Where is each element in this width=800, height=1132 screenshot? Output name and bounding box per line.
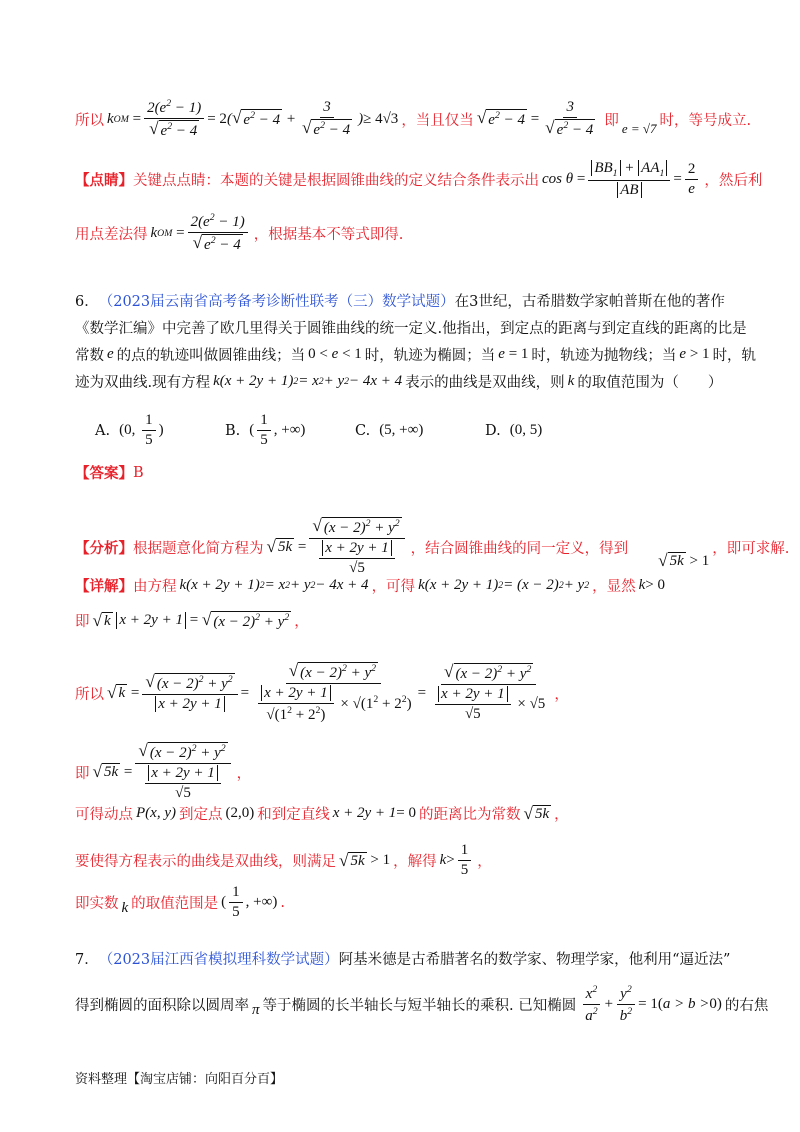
formula-ellipse: $\frac{x^2}{a^2}$ + $\frac{y^2}{b^2}$ = 1( a > b > 0): [579, 984, 722, 1025]
detail-line-5: 可得动点 P(x, y) 到定点 (2,0) 和到定直线 x + 2y + 1 = 0 的距离比为常数 √ 5k ，: [75, 803, 569, 823]
detail-text-6a: 要使得方程表示的曲线是双曲线，则满足: [75, 854, 336, 870]
dianjing-text-2b: ，根据基本不等式即得.: [253, 226, 404, 243]
q6-line-3: [75, 344, 757, 365]
footer-source: 资料整理【淘宝店铺：向阳百分百】: [75, 1072, 284, 1087]
option-c[interactable]: [355, 412, 485, 449]
text-iff: ，当且仅当: [401, 112, 474, 129]
formula-e-eq-1: e = 1: [498, 346, 529, 362]
answer-value: B: [133, 464, 144, 481]
detail-line-2: 即 √ k x + 2y + 1 = √ $(x - 2)^2 + y^2$ ，: [75, 609, 309, 630]
formula-point-p: P(x, y): [136, 805, 176, 821]
detail-text-7b: 的取值范围是: [131, 896, 219, 912]
formula-k: k: [567, 373, 575, 389]
tag-answer: 【答案】: [75, 465, 133, 482]
text-so: 所以: [75, 112, 104, 129]
q7-source: （2023届江西省模拟理科数学试题）: [98, 952, 339, 968]
detail-text-5d: 的距离比为常数: [419, 807, 521, 823]
formula-range: ( $\frac{1}{5}$ , +∞): [221, 884, 278, 920]
option-b-value: ( $\frac{1}{5}$ , +∞): [249, 412, 306, 448]
q6-text-2: 《数学汇编》中完善了欧几里得关于圆锥曲线的统一定义.他指出，到定点的距离与到定直线的距离的比是: [75, 321, 747, 337]
formula-point-20: (2,0): [225, 805, 255, 821]
detail-text-3: 所以: [75, 686, 104, 703]
dianjing-text: 关键点点睛：本题的关键是根据圆锥曲线的定义结合条件表示出: [133, 173, 539, 189]
dianjing-text-2a: 用点差法得: [75, 226, 148, 243]
tag-analysis: 【分析】: [75, 539, 133, 557]
q6-text-3d: 时，轨迹为抛物线；当: [531, 348, 677, 364]
detail-text-1b: ，可得: [371, 579, 416, 595]
detail-text-4: 即: [75, 765, 90, 782]
formula-line: x + 2y + 1 = 0: [332, 805, 416, 821]
formula-sqrt5k-ratio: √ 5k = √ $(x - 2)^2 + y^2$ $\frac{x + 2y + 1}{√5}$: [267, 517, 408, 577]
formula-pi: π: [252, 1002, 260, 1018]
detail-text-5b: 到定点: [178, 807, 223, 823]
formula-0-lt-e-lt-1: 0 < e < 1: [308, 346, 362, 362]
tag-detail: 【详解】: [75, 578, 133, 595]
q7-line-2: [75, 984, 769, 1025]
option-a-label: A.: [95, 422, 111, 439]
tag-dianjing: 【点睛】: [75, 172, 133, 189]
analysis-text-1: 根据题意化简方程为: [133, 540, 264, 557]
option-d-value: (0, 5): [509, 422, 543, 438]
q6-number: 6．: [75, 294, 99, 310]
formula-equality-condition: √ $e^2 - 4$ = 3 √ $e^2 - 4$: [476, 99, 594, 138]
formula-sqrtk-abs: √ k x + 2y + 1 = √ $(x - 2)^2 + y^2$: [92, 609, 290, 630]
formula-sqrt5k-gt-1: √ 5k > 1: [658, 551, 710, 570]
detail-line-6: 要使得方程表示的曲线是双曲线，则满足 √ 5k > 1 ，解得 k > $\frac{1}{5}$ ，: [75, 842, 492, 878]
dianjing-tail: ，然后利: [704, 173, 763, 189]
dianjing-line-2: [75, 212, 740, 254]
q6-text-4b: 表示的曲线是双曲线，则: [405, 375, 565, 391]
q7-text-1: 阿基米德是古希腊著名的数学家、物理学家，他利用“逼近法”: [338, 952, 731, 968]
solution-line-kom: [75, 98, 752, 140]
formula-e-sqrt7: e = √7: [621, 121, 657, 136]
q7-text-2b: 等于椭圆的长半轴长与短半轴长的乘积: [262, 998, 510, 1014]
detail-text-5c: 和到定直线: [257, 807, 330, 823]
detail-text-1c: ，显然: [592, 579, 636, 595]
formula-const: √ 5k: [523, 803, 550, 823]
detail-text-1a: 由方程: [133, 579, 177, 595]
formula-cond: √ 5k > 1: [339, 850, 391, 870]
formula-sqrt5k-final: √ 5k = √ $(x - 2)^2 + y^2$ $\frac{x + 2y + 1}{√5}$: [93, 742, 234, 802]
text-equality-holds: 时，等号成立.: [659, 112, 752, 129]
dianjing-line-1: [75, 160, 763, 199]
q7-text-2c: . 已知椭圆: [509, 998, 577, 1014]
q7-line-1: [75, 948, 740, 969]
q6-text-4c: 的取值范围为（ ）: [577, 375, 723, 391]
formula-detail-eq: k(x + 2y + 1) 2 = x 2 + y 2 − 4x + 4: [179, 577, 369, 593]
option-d[interactable]: [485, 412, 615, 449]
text-ji: 即: [604, 112, 619, 129]
formula-k-var: k: [121, 900, 129, 916]
detail-line-7: 即实数 k 的取值范围是 ( $\frac{1}{5}$ , +∞) .: [75, 884, 285, 920]
formula-k-om-result: k OM = $2(e^2 - 1)$ √ $e^2 - 4$: [151, 212, 251, 254]
option-a-value: (0, $\frac{1}{5}$ ): [119, 412, 164, 448]
q6-line-1: [75, 290, 740, 311]
detail-text-6b: ，解得: [393, 854, 437, 870]
option-a[interactable]: [95, 412, 225, 449]
formula-e-gt-1: e > 1: [679, 346, 710, 362]
formula-k-om: k OM = $2(e^2 - 1)$ √ $e^2 - 4$ = 2 ( √ $e^2 - 4$ + 3 √ $e^2 - 4$ ) ≥ 4√3: [107, 98, 399, 139]
option-c-label: C.: [355, 422, 371, 439]
analysis-text-3: ，即可求解.: [712, 540, 790, 557]
detail-text-7a: 即实数: [75, 896, 119, 912]
analysis-line: [75, 516, 790, 577]
formula-cos-theta: cos θ = $\frac{BB_1 + AA_1}{AB}$ = $\frac{2}{e}$: [542, 160, 701, 199]
q6-text-3a: 常数: [75, 348, 104, 364]
q6-text-3c: 时，轨迹为椭圆；当: [364, 348, 496, 364]
detail-line-4: 即 √ 5k = √ $(x - 2)^2 + y^2$ $\frac{x + 2y + 1}{√5}$ ，: [75, 741, 252, 801]
option-d-label: D.: [485, 422, 501, 439]
q7-text-2d: 的右焦: [724, 998, 769, 1014]
analysis-text-2: ，结合圆锥曲线的同一定义，得到: [410, 540, 629, 557]
detail-line-3: 所以 √ k = √ $(x - 2)^2 + y^2$ x + 2y + 1 = √ $(x - 2)^2 + y^2$ $\frac{x + 2y + 1}{√(1^2 + 2^2)}$ × $√(1^2 + 2^2)$ = √ $(x - 2)^2 + y^2$ $\frac{x + 2y + 1}{√5}$ × √5 ，: [75, 661, 569, 723]
q6-line-4: [75, 371, 740, 392]
option-c-value: (5, +∞): [379, 422, 424, 438]
option-b-label: B.: [225, 422, 241, 439]
formula-e: e: [107, 346, 114, 362]
q6-text-1: 在3世纪，古希腊数学家帕普斯在他的著作: [454, 294, 725, 310]
q6-source: （2023届云南省高考备考诊断性联考（三）数学试题）: [98, 294, 455, 310]
q6-options: [95, 412, 615, 449]
formula-sqrtk-chain: √ k = √ $(x - 2)^2 + y^2$ x + 2y + 1 = √ $(x - 2)^2 + y^2$ $\frac{x + 2y + 1}{√(1^2 + 2^2)}$ × $√(1^2 + 2^2)$ = √ $(x - 2)^2 + y^2$ $\frac{x + 2y + 1}{√5}$ × √5: [107, 661, 546, 723]
q6-text-3b: 的点的轨迹叫做圆锥曲线；当: [116, 348, 306, 364]
detail-text-5a: 可得动点: [75, 807, 133, 823]
formula-k-gt-1-5: k > $\frac{1}{5}$: [440, 842, 475, 879]
formula-equation: k(x + 2y + 1) 2 = x 2 + y 2 − 4x + 4: [213, 373, 403, 389]
option-b[interactable]: [225, 412, 355, 449]
q6-text-4a: 迹为双曲线.现有方程: [75, 375, 211, 391]
q6-text-3e: 时，轨: [712, 348, 757, 364]
q7-number: 7．: [75, 952, 99, 968]
formula-detail-eq2: k(x + 2y + 1) 2 = (x − 2) 2 + y 2: [418, 577, 590, 593]
q7-text-2a: 得到椭圆的面积除以圆周率: [75, 998, 249, 1014]
detail-line-1: [75, 575, 740, 596]
formula-k-gt-0: k > 0: [638, 577, 665, 593]
answer-line: [75, 462, 740, 483]
detail-text-2: 即: [75, 614, 90, 630]
